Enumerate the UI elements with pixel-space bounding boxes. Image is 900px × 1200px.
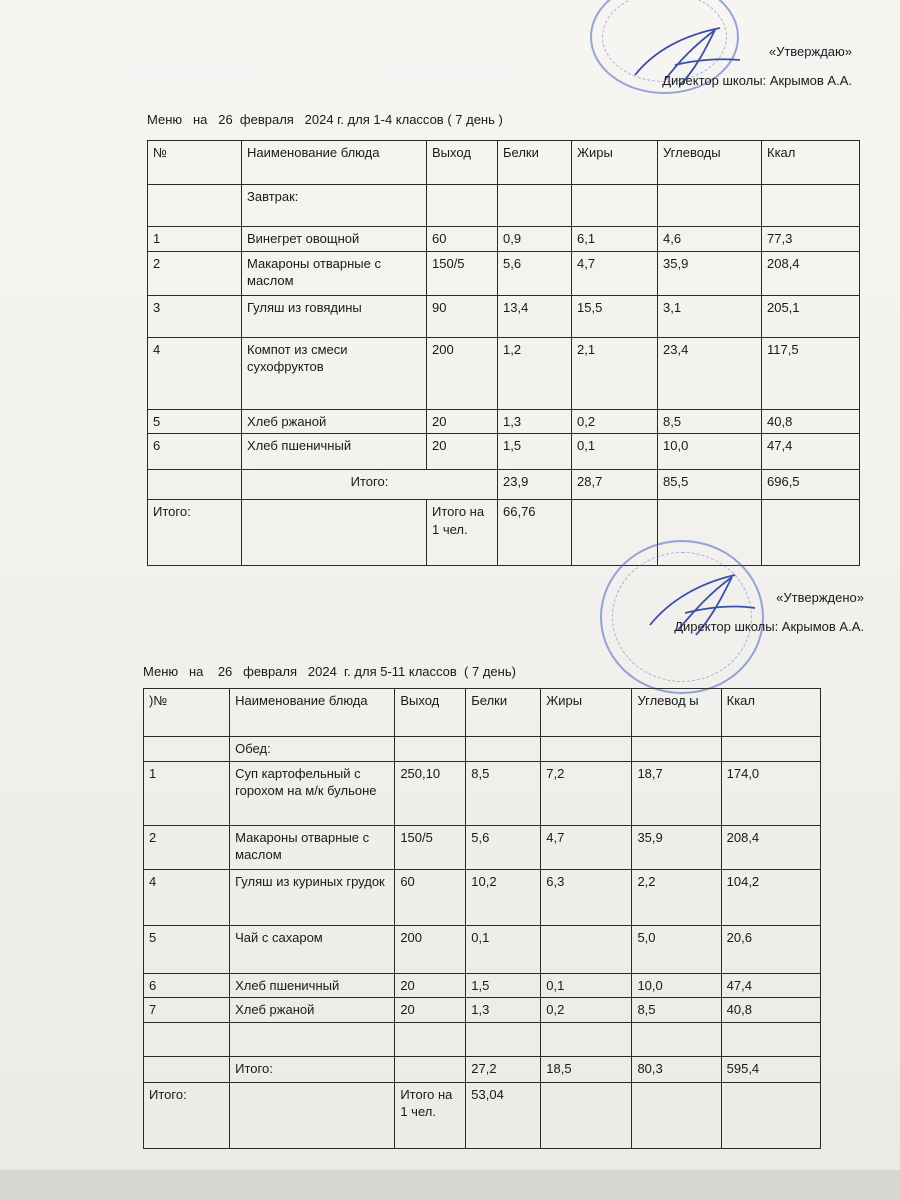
menu-title-grades-1-4: Меню на 26 февраля 2024 г. для 1-4 классов ( 7 день ) — [147, 112, 503, 127]
table-row: 3 Гуляш из говядины 90 13,4 15,5 3,1 205,1 — [148, 295, 860, 337]
table-row: 6 Хлеб пшеничный 20 1,5 0,1 10,0 47,4 — [144, 973, 821, 998]
table-header — [148, 141, 860, 185]
section-label: Обед: — [230, 737, 395, 762]
table-row: 2 Макароны отварные с маслом 150/5 5,6 4,7 35,9 208,4 — [144, 825, 821, 869]
approval-title: «Утверждаю» — [768, 44, 852, 59]
footer-label: Итого: — [148, 500, 242, 566]
totals-row: Итого: 23,9 28,7 85,5 696,5 — [148, 470, 860, 500]
totals-label: Итого: — [230, 1056, 395, 1082]
per-person-value: 53,04 — [466, 1082, 541, 1148]
table-header — [144, 689, 821, 737]
header-cell: )№ — [144, 689, 230, 737]
approval-director: Директор школы: Акрымов А.А. — [674, 619, 864, 634]
totals-label: Итого: — [242, 470, 498, 500]
table-row: 1 Винегрет овощной 60 0,9 6,1 4,6 77,3 — [148, 227, 860, 252]
table-row: 5 Чай с сахаром 200 0,1 5,0 20,6 — [144, 925, 821, 973]
table-row: 5 Хлеб ржаной 20 1,3 0,2 8,5 40,8 — [148, 409, 860, 434]
empty-row — [144, 1022, 821, 1056]
per-person-value: 66,76 — [498, 500, 572, 566]
totals-row: Итого: 27,2 18,5 80,3 595,4 — [144, 1056, 821, 1082]
header-cell: Ккал — [721, 689, 820, 737]
menu-table-grades-1-4 — [147, 140, 860, 566]
section-row — [144, 737, 821, 762]
header-cell: Жиры — [541, 689, 632, 737]
per-person-label: Итого на 1 чел. — [427, 500, 498, 566]
header-cell: Белки — [498, 141, 572, 185]
approval-block-top — [662, 44, 852, 88]
approval-title: «Утверждено» — [776, 590, 864, 605]
header-cell: № — [148, 141, 242, 185]
table-row: 1 Суп картофельный с горохом на м/к бульоне 250,10 8,5 7,2 18,7 174,0 — [144, 761, 821, 825]
section-label: Завтрак: — [242, 185, 427, 227]
header-cell: Выход — [427, 141, 498, 185]
table-row: 4 Компот из смеси сухофруктов 200 1,2 2,1 23,4 117,5 — [148, 337, 860, 409]
footer-row — [148, 500, 860, 566]
table-row: 2 Макароны отварные с маслом 150/5 5,6 4,7 35,9 208,4 — [148, 251, 860, 295]
header-cell: Наименование блюда — [230, 689, 395, 737]
menu-title-grades-5-11: Меню на 26 февраля 2024 г. для 5-11 классов ( 7 день) — [143, 664, 516, 679]
approval-director: Директор школы: Акрымов А.А. — [662, 73, 852, 88]
approval-block-bottom — [674, 590, 864, 634]
table-row: 6 Хлеб пшеничный 20 1,5 0,1 10,0 47,4 — [148, 434, 860, 470]
header-cell: Ккал — [762, 141, 860, 185]
header-cell: Углеводы — [658, 141, 762, 185]
footer-label: Итого: — [144, 1082, 230, 1148]
header-cell: Выход — [395, 689, 466, 737]
header-cell: Белки — [466, 689, 541, 737]
section-row — [148, 185, 860, 227]
header-cell: Углевод ы — [632, 689, 721, 737]
page-bottom-edge — [0, 1170, 900, 1200]
header-cell: Наименование блюда — [242, 141, 427, 185]
table-row: 4 Гуляш из куриных грудок 60 10,2 6,3 2,2 104,2 — [144, 869, 821, 925]
header-cell: Жиры — [572, 141, 658, 185]
footer-row — [144, 1082, 821, 1148]
per-person-label: Итого на 1 чел. — [395, 1082, 466, 1148]
menu-table-grades-5-11 — [143, 688, 821, 1149]
table-row: 7 Хлеб ржаной 20 1,3 0,2 8,5 40,8 — [144, 998, 821, 1023]
